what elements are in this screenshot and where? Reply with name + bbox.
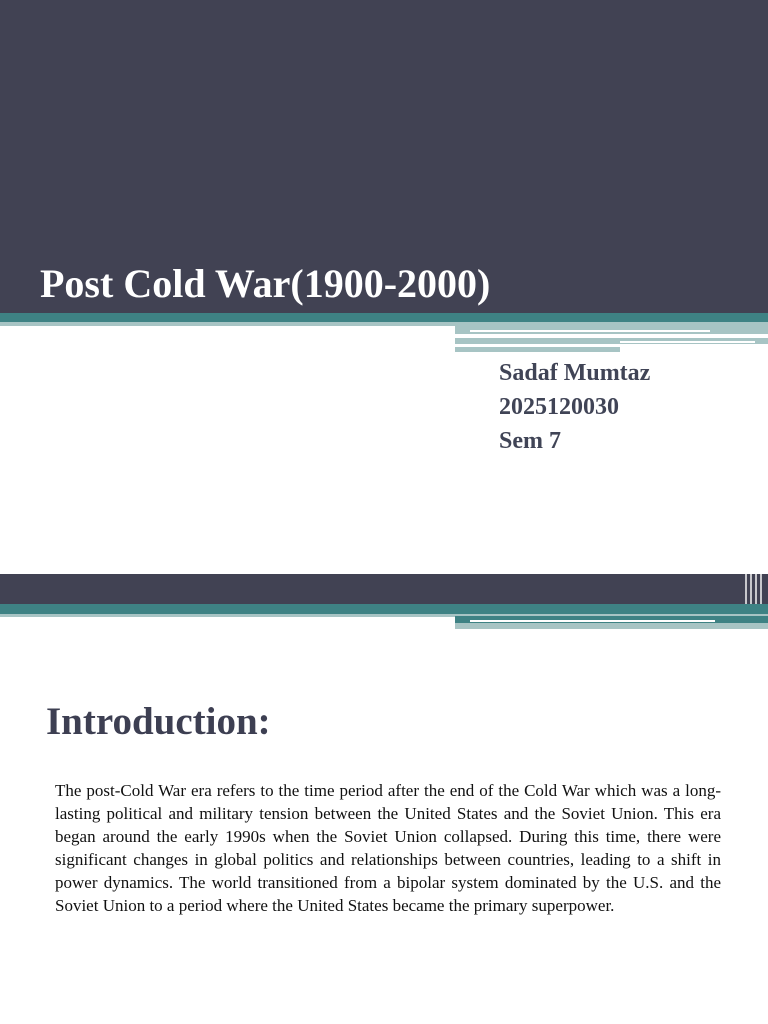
content-slide — [0, 574, 768, 1024]
presenter-semester: Sem 7 — [499, 428, 561, 454]
presenter-name: Sadaf Mumtaz — [499, 360, 651, 386]
content-header-band — [0, 574, 768, 604]
slide-title: Post Cold War(1900-2000) — [40, 261, 491, 306]
section-heading: Introduction: — [46, 700, 271, 743]
presenter-info — [499, 356, 650, 458]
presenter-id: 2025120030 — [499, 394, 619, 420]
intro-paragraph: The post-Cold War era refers to the time period after the end of the Cold War which was a long-lasting political and military tension between the United States and the Soviet Union. This era began around the early 1990s when the Soviet Union collapsed. During this time, there were significant changes in global politics and relationships between countries, leading to a shift in power dynamics. The world transitioned from a bipolar system dominated by the U.S. and the Soviet Union to a period where the United States became the primary superpower. — [55, 781, 721, 915]
